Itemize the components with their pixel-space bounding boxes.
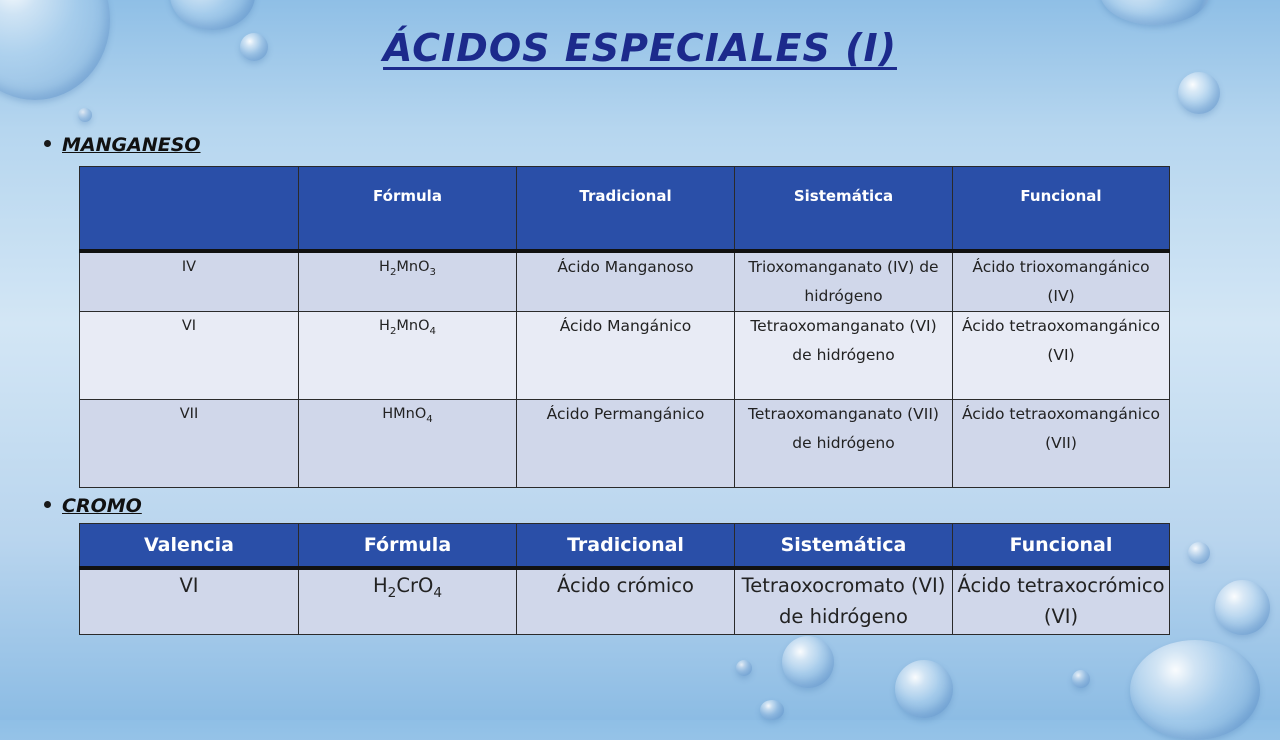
water-drop-decoration: [1188, 542, 1210, 564]
table-row: [80, 251, 1170, 312]
funcional-cell: Ácido tetraoxomangánico (VI): [953, 312, 1170, 400]
page-title: [0, 26, 1280, 70]
manganeso-table: [79, 166, 1170, 488]
column-header: Fórmula: [299, 167, 517, 252]
formula-cell: $H_2MnO_4$: [299, 312, 517, 400]
sistematica-cell: Tetraoxomanganato (VII) de hidrógeno: [735, 400, 953, 488]
table-row: [80, 400, 1170, 488]
water-drop-decoration: [1100, 0, 1210, 25]
tradicional-cell: Ácido Manganoso: [517, 251, 735, 312]
column-header: Tradicional: [517, 167, 735, 252]
section-manganeso: [44, 134, 201, 156]
water-drop-decoration: [736, 660, 752, 676]
tradicional-cell: Ácido crómico: [517, 568, 735, 634]
bullet-icon: [44, 501, 51, 508]
table-header-row: [80, 524, 1170, 569]
column-header: Tradicional: [517, 524, 735, 569]
formula-cell: $H_2CrO_4$: [299, 568, 517, 634]
funcional-cell: Ácido tetraoxomangánico (VII): [953, 400, 1170, 488]
formula-cell: $H_2MnO_3$: [299, 251, 517, 312]
bullet-icon: [44, 140, 51, 147]
water-drop-decoration: [1072, 670, 1090, 688]
section-label: MANGANESO: [62, 134, 201, 156]
column-header: Sistemática: [735, 524, 953, 569]
water-drop-decoration: [78, 108, 92, 122]
cromo-table: [79, 523, 1170, 635]
table-header-row: [80, 167, 1170, 252]
column-header: Funcional: [953, 524, 1170, 569]
valencia-cell: VI: [80, 568, 299, 634]
water-drop-decoration: [1178, 72, 1220, 114]
valencia-cell: VI: [80, 312, 299, 400]
water-drop-decoration: [1130, 640, 1260, 740]
tradicional-cell: Ácido Mangánico: [517, 312, 735, 400]
funcional-cell: Ácido trioxomangánico (IV): [953, 251, 1170, 312]
water-drop-decoration: [782, 636, 834, 688]
water-drop-decoration: [1215, 580, 1270, 635]
section-label: CROMO: [62, 495, 142, 517]
sistematica-cell: Tetraoxomanganato (VI) de hidrógeno: [735, 312, 953, 400]
formula-cell: HMnO$_4$: [299, 400, 517, 488]
table-row: [80, 568, 1170, 634]
water-drop-decoration: [760, 700, 784, 720]
column-header: Fórmula: [299, 524, 517, 569]
section-cromo: [44, 495, 142, 517]
column-header: Funcional: [953, 167, 1170, 252]
sistematica-cell: Tetraoxocromato (VI) de hidrógeno: [735, 568, 953, 634]
valencia-cell: VII: [80, 400, 299, 488]
sistematica-cell: Trioxomanganato (IV) de hidrógeno: [735, 251, 953, 312]
column-header: Valencia: [80, 524, 299, 569]
water-drop-decoration: [895, 660, 953, 718]
column-header: [80, 167, 299, 252]
funcional-cell: Ácido tetraxocrómico (VI): [953, 568, 1170, 634]
table-row: [80, 312, 1170, 400]
valencia-cell: IV: [80, 251, 299, 312]
column-header: Sistemática: [735, 167, 953, 252]
tradicional-cell: Ácido Permangánico: [517, 400, 735, 488]
page-title-text: ÁCIDOS ESPECIALES (I): [383, 26, 897, 70]
